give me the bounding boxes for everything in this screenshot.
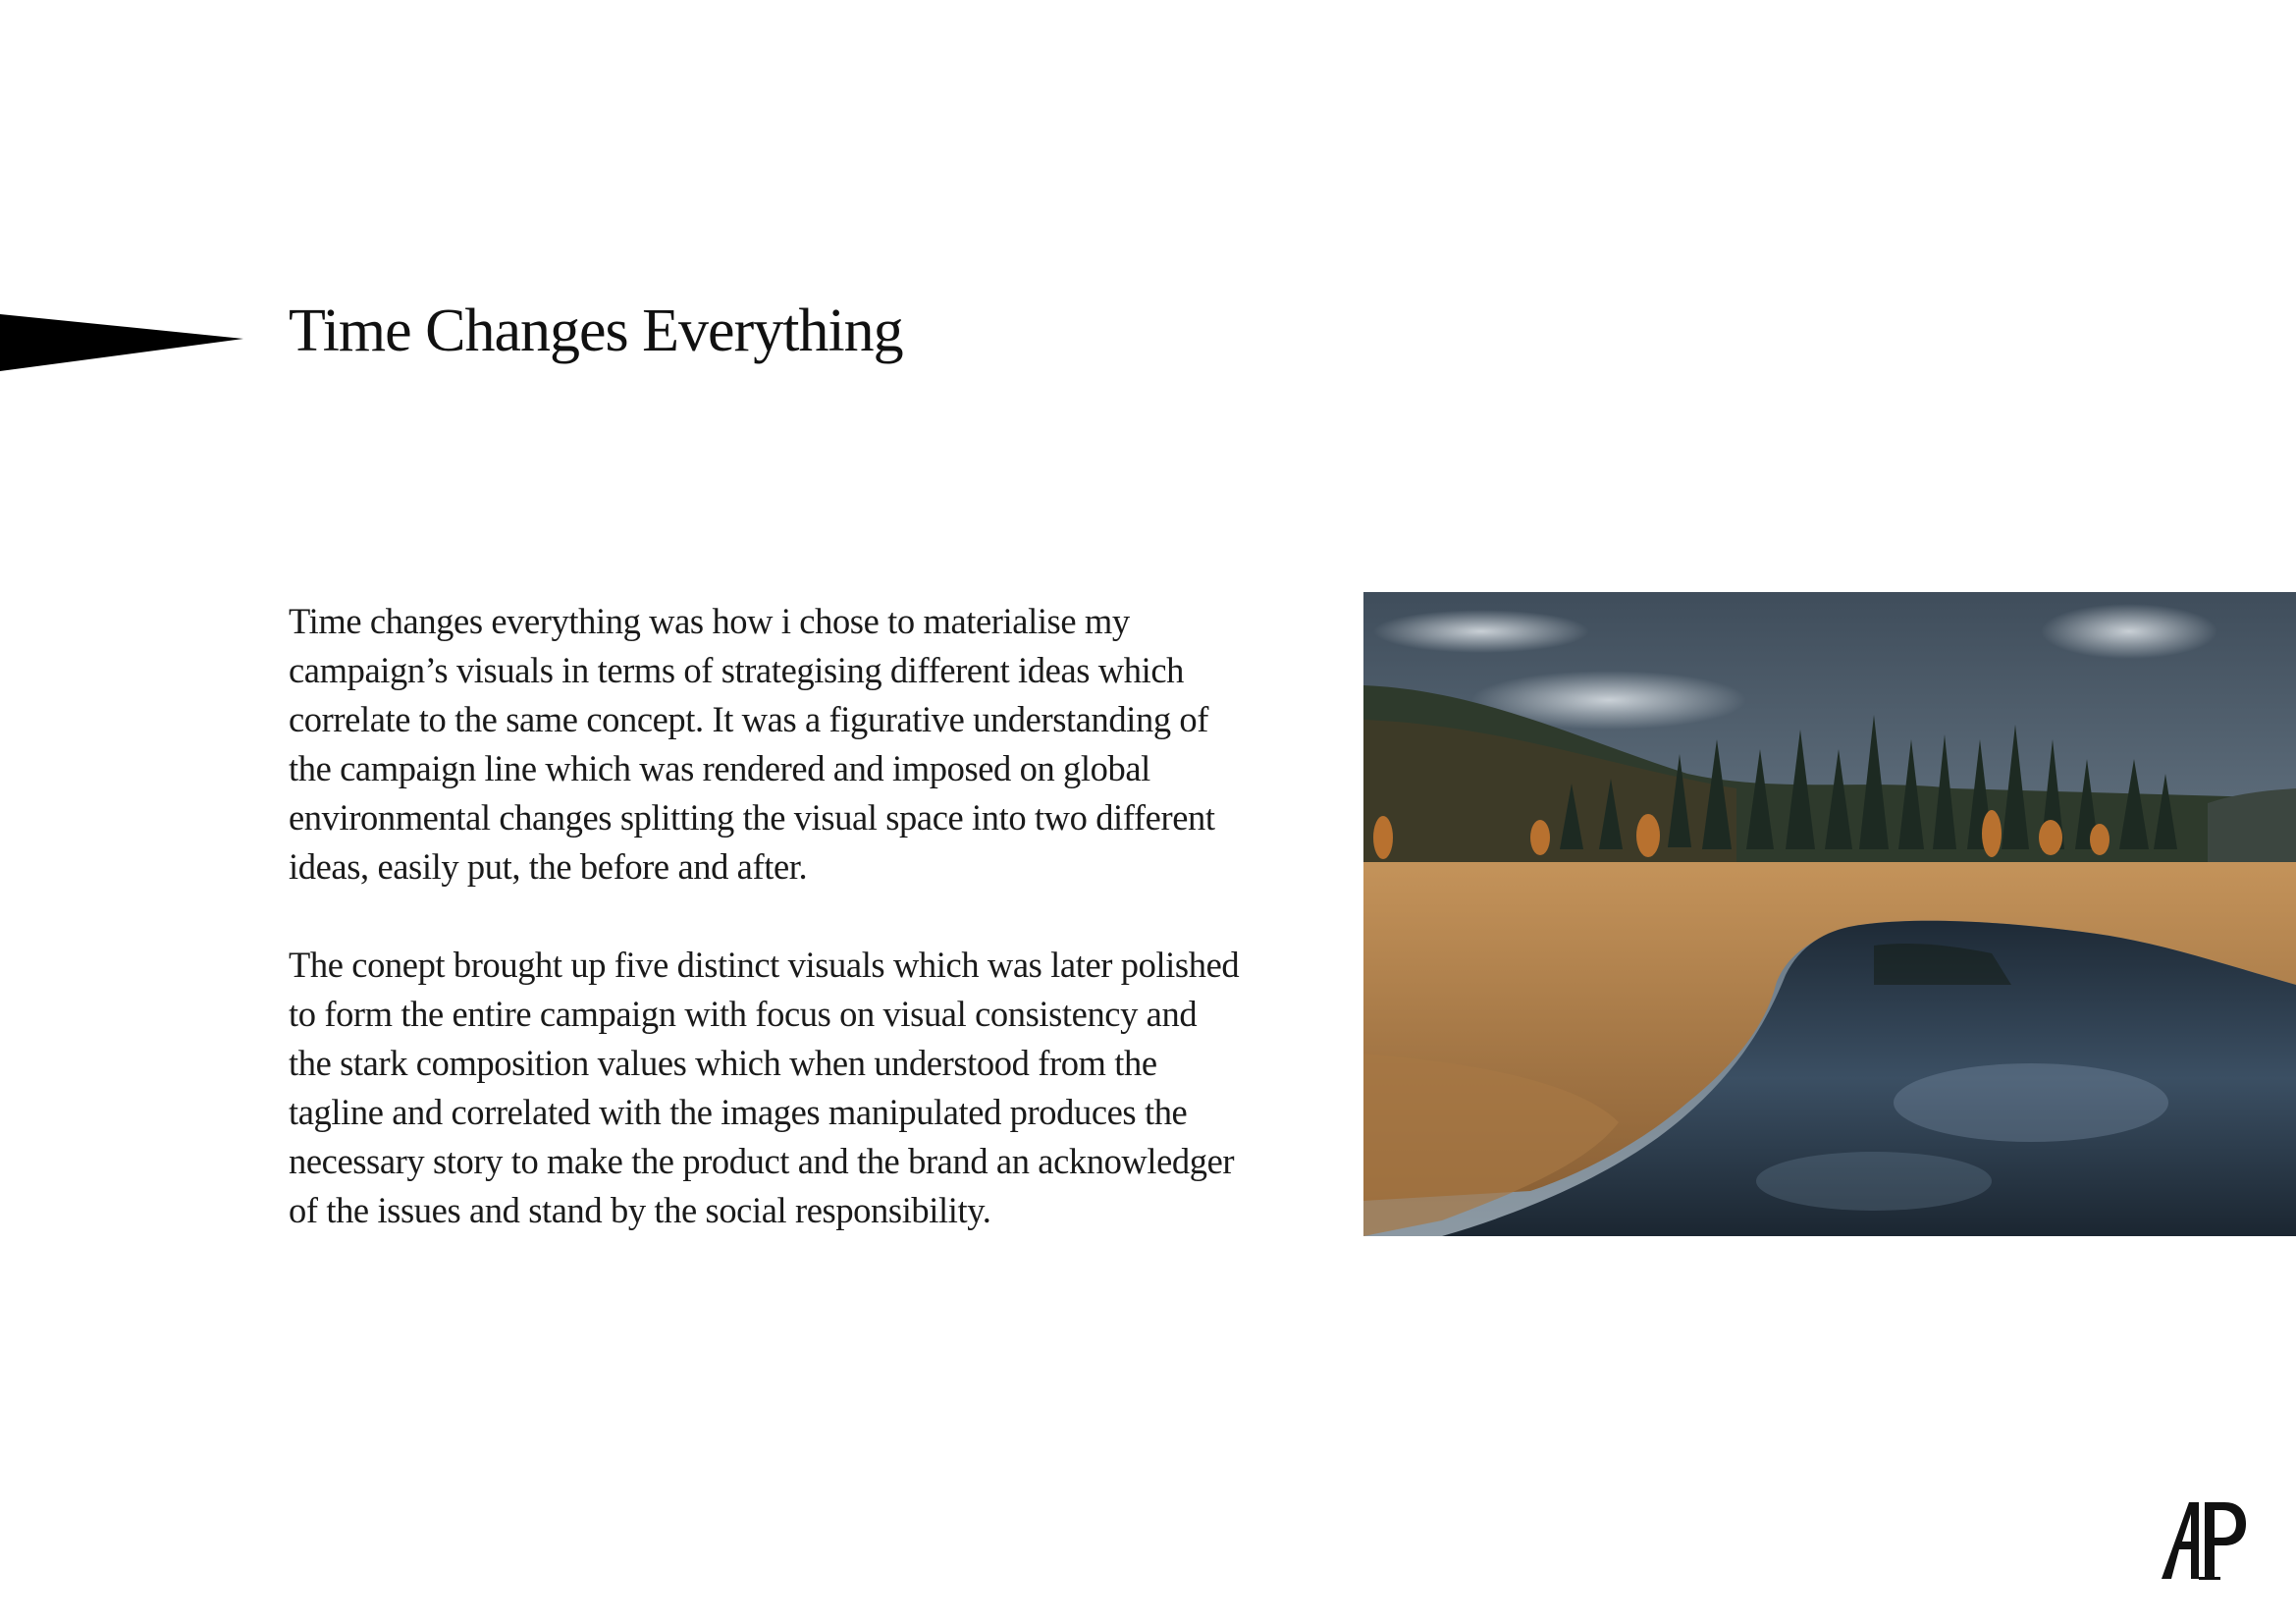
- wedge-pointer-icon: [0, 314, 243, 371]
- ap-monogram-logo-icon: [2160, 1500, 2248, 1581]
- body-text: [289, 597, 1241, 1284]
- page-title: Time Changes Everything: [289, 298, 903, 364]
- landscape-photo: [1363, 592, 2296, 1236]
- paragraph-1: Time changes everything was how i chose to materialise my campaign’s visuals in terms of strategising different ideas which correlate to the same concept. It was a figurative understanding of the campaign line which was rendered and imposed on global environmental changes splitting the visual space into two different ideas, easily put, the before and after.: [289, 601, 1215, 887]
- paragraph-2: The conept brought up five distinct visuals which was later polished to form the entire campaign with focus on visual consistency and the stark composition values which when understood from the tagline and correlated with the images manipulated produces the necessary story to make the product and the brand an acknowledger of the issues and stand by the social responsibility.: [289, 945, 1240, 1230]
